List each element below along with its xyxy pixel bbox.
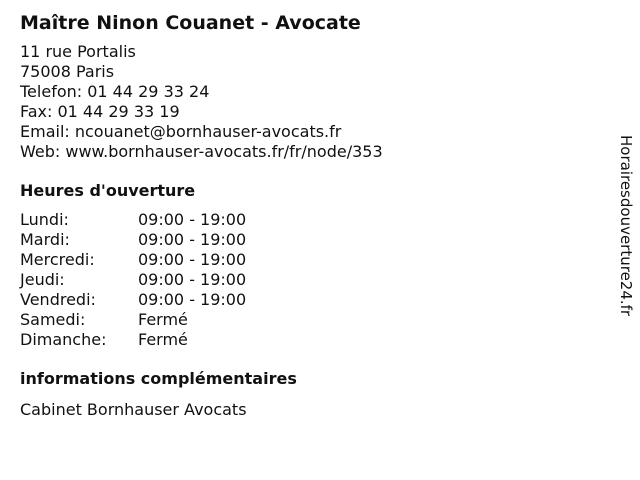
hours-value: Fermé [138,330,188,349]
hours-row-friday [20,290,600,310]
site-watermark: Horairesdouverture24.fr [617,135,635,317]
email-address: Email: ncouanet@bornhauser-avocats.fr [20,122,342,141]
day-label: Samedi: [20,310,86,329]
business-card [20,10,600,420]
additional-info-heading: informations complémentaires [20,369,297,388]
hours-value: 09:00 - 19:00 [138,230,247,249]
hours-row-thursday [20,270,600,290]
hours-row-saturday [20,310,600,330]
contact-block [20,42,600,162]
day-label: Mardi: [20,230,70,249]
day-label: Jeudi: [20,270,65,289]
hours-row-tuesday [20,230,600,250]
opening-hours-heading: Heures d'ouverture [20,181,196,200]
day-label: Lundi: [20,210,69,229]
hours-row-wednesday [20,250,600,270]
day-label: Dimanche: [20,330,107,349]
website-url: Web: www.bornhauser-avocats.fr/fr/node/353 [20,142,383,161]
opening-hours-table [20,210,600,350]
hours-value: 09:00 - 19:00 [138,250,247,269]
additional-info-text: Cabinet Bornhauser Avocats [20,400,247,419]
business-title: Maître Ninon Couanet - Avocate [20,12,361,34]
hours-value: 09:00 - 19:00 [138,290,247,309]
day-label: Mercredi: [20,250,95,269]
fax-number: Fax: 01 44 29 33 19 [20,102,180,121]
hours-row-sunday [20,330,600,350]
phone-number: Telefon: 01 44 29 33 24 [20,82,210,101]
address-city: 75008 Paris [20,62,115,81]
hours-value: 09:00 - 19:00 [138,210,247,229]
day-label: Vendredi: [20,290,96,309]
hours-value: Fermé [138,310,188,329]
hours-value: 09:00 - 19:00 [138,270,247,289]
address-street: 11 rue Portalis [20,42,136,61]
hours-row-monday [20,210,600,230]
